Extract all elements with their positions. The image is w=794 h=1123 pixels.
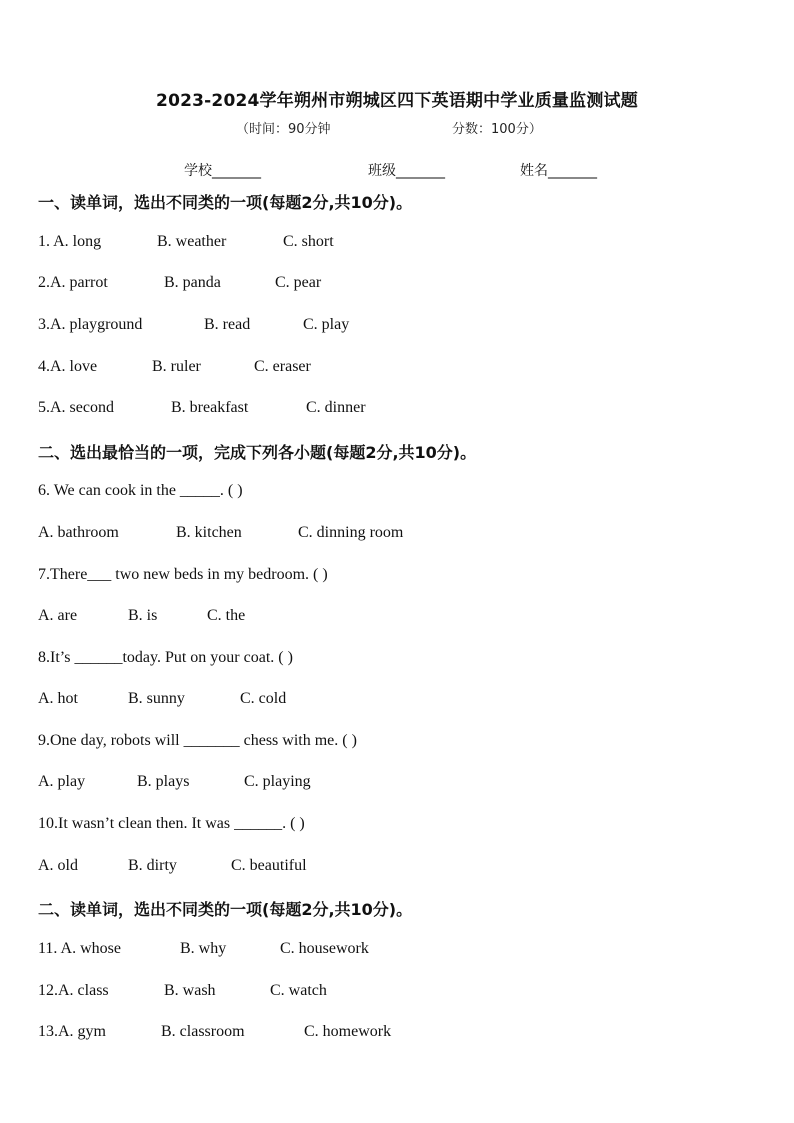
option-b: B. read — [204, 316, 251, 333]
section-2-heading: 二、选出最恰当的一项，完成下列各小题(每题2分,共10分)。 — [38, 443, 477, 462]
option-b: B. why — [180, 940, 227, 957]
time-note: （时间：90分钟 — [236, 122, 331, 137]
option-c: C. cold — [240, 690, 287, 707]
option-a: A. bathroom — [38, 524, 119, 541]
option-a: 2.A. parrot — [38, 274, 108, 291]
option-c: C. playing — [244, 773, 311, 790]
option-a: 5.A. second — [38, 399, 114, 416]
section-3-heading: 二、读单词，选出不同类的一项(每题2分,共10分)。 — [38, 900, 413, 919]
option-a: 12.A. class — [38, 982, 109, 999]
option-c: C. pear — [275, 274, 322, 291]
question-text: 8.It’s ______today. Put on your coat. ( ) — [38, 649, 293, 666]
option-b: B. weather — [157, 233, 227, 250]
option-a: 4.A. love — [38, 358, 98, 375]
option-b: B. breakfast — [171, 399, 249, 416]
option-c: C. dinner — [306, 399, 366, 416]
question-text: 9.One day, robots will _______ chess with me. ( ) — [38, 732, 357, 749]
name-field: 姓名_______ — [520, 163, 597, 179]
option-c: C. homework — [304, 1023, 392, 1040]
option-b: B. dirty — [128, 857, 177, 874]
option-a: A. hot — [38, 690, 78, 707]
option-b: B. classroom — [161, 1023, 245, 1040]
option-a: A. old — [38, 857, 78, 874]
option-a: 3.A. playground — [38, 316, 143, 333]
option-c: C. watch — [270, 982, 327, 999]
option-a: 11. A. whose — [38, 940, 121, 957]
option-a: A. are — [38, 607, 78, 624]
question-text: 6. We can cook in the _____. ( ) — [38, 482, 243, 499]
option-a: A. play — [38, 773, 86, 790]
option-b: B. is — [128, 607, 158, 624]
option-c: C. housework — [280, 940, 369, 957]
option-c: C. beautiful — [231, 857, 307, 874]
option-a: 1. A. long — [38, 233, 102, 250]
option-c: C. the — [207, 607, 246, 624]
section-1-heading: 一、读单词，选出不同类的一项(每题2分,共10分)。 — [38, 193, 413, 212]
question-text: 10.It wasn’t clean then. It was ______. ( ) — [38, 815, 305, 832]
option-b: B. ruler — [152, 358, 201, 375]
option-c: C. play — [303, 316, 350, 333]
option-b: B. kitchen — [176, 524, 242, 541]
school-field: 学校_______ — [184, 163, 261, 179]
option-b: B. plays — [137, 773, 190, 790]
question-text: 7.There___ two new beds in my bedroom. ( ) — [38, 566, 328, 583]
option-c: C. short — [283, 233, 334, 250]
option-c: C. eraser — [254, 358, 311, 375]
option-a: 13.A. gym — [38, 1023, 106, 1040]
option-b: B. wash — [164, 982, 216, 999]
class-field: 班级_______ — [368, 163, 445, 179]
option-b: B. sunny — [128, 690, 185, 707]
exam-title: 2023-2024学年朔州市朔城区四下英语期中学业质量监测试题 — [156, 91, 638, 111]
option-c: C. dinning room — [298, 524, 404, 541]
score-note: 分数：100分） — [452, 122, 542, 137]
option-b: B. panda — [164, 274, 221, 291]
